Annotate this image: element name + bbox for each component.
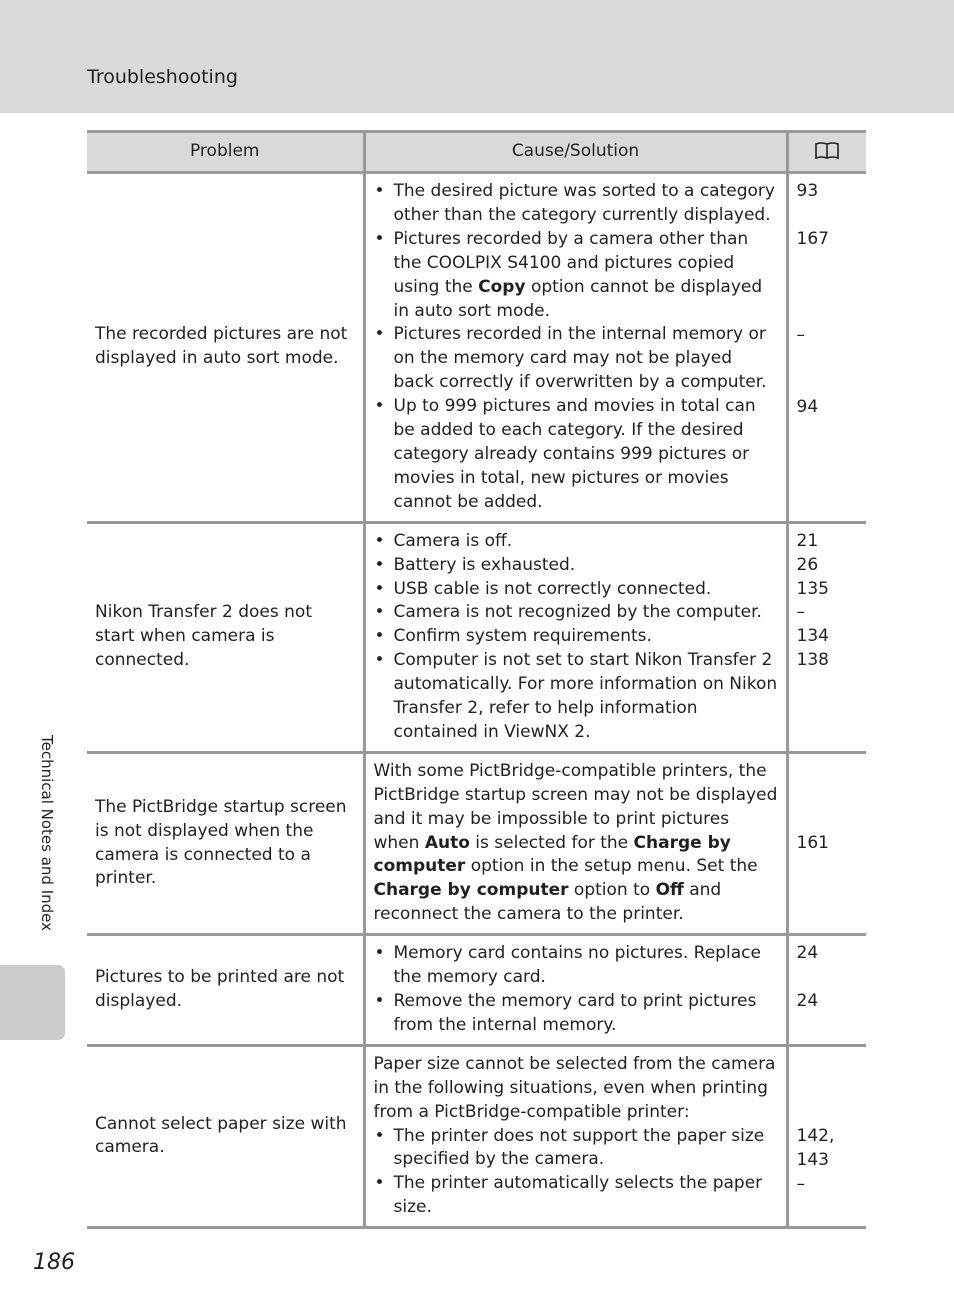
- page-reference: 167: [796, 228, 829, 249]
- table-row: [87, 173, 866, 523]
- list-item: • Up to 999 pictures and movies in total can be added to each category. If the desired category already contains 999 pictures or movies in total, new pictures or movies cannot be added.: [374, 395, 778, 515]
- page-reference-cell: [787, 522, 866, 752]
- header-band: [0, 0, 954, 113]
- side-section-label: Technical Notes and Index: [38, 735, 56, 932]
- problem-cell: Cannot select paper size with camera.: [87, 1045, 364, 1227]
- list-item: • Camera is off.: [374, 530, 778, 554]
- page-reference: 161: [796, 832, 829, 853]
- cause-list: [374, 1125, 778, 1221]
- page-reference: 135: [796, 578, 829, 599]
- section-title: Troubleshooting: [87, 66, 238, 88]
- cause-solution-cell: With some PictBridge-compatible printers, the PictBridge startup screen may not be displayed and it may be impossible to print pictures when Auto is selected for the Charge by computer option in the setup menu. Set the Charge by computer option to Off and reconnect the camera to the printer.: [364, 752, 787, 934]
- page-reference: 142,: [796, 1125, 835, 1146]
- list-item: • Computer is not set to start Nikon Transfer 2 automatically. For more information on Nikon Transfer 2, refer to help information contained in ViewNX 2.: [374, 649, 778, 745]
- column-header-problem: Problem: [87, 132, 364, 173]
- page-reference: 21: [796, 530, 819, 551]
- page-reference: 26: [796, 554, 819, 575]
- list-item: • The desired picture was sorted to a category other than the category currently displayed.: [374, 180, 778, 228]
- list-item: • The printer automatically selects the paper size.: [374, 1172, 778, 1220]
- table-row: [87, 935, 866, 1046]
- column-header-cause-solution: Cause/Solution: [364, 132, 787, 173]
- cause-solution-cell: [364, 935, 787, 1046]
- page-reference-cell: [787, 173, 866, 523]
- page-reference: 24: [796, 991, 819, 1012]
- table-row: [87, 522, 866, 752]
- list-item: • USB cable is not correctly connected.: [374, 578, 778, 602]
- page-reference: –: [796, 602, 805, 623]
- book-reference-icon: [814, 141, 840, 161]
- table-header-row: [87, 132, 866, 173]
- list-item: • Confirm system requirements.: [374, 625, 778, 649]
- page-number: 186: [33, 1250, 75, 1275]
- page-reference: 93: [796, 181, 819, 201]
- list-item: • Camera is not recognized by the computer.: [374, 601, 778, 625]
- problem-cell: Pictures to be printed are not displayed.: [87, 935, 364, 1046]
- cause-solution-cell: [364, 522, 787, 752]
- page-reference-cell: [787, 935, 866, 1046]
- problem-cell: The recorded pictures are not displayed in auto sort mode.: [87, 173, 364, 523]
- cause-solution-cell: [364, 1045, 787, 1227]
- page-reference: –: [796, 1173, 805, 1194]
- list-item: • Pictures recorded by a camera other than the COOLPIX S4100 and pictures copied using the Copy option cannot be displayed in auto sort mode.: [374, 228, 778, 324]
- problem-cell: Nikon Transfer 2 does not start when camera is connected.: [87, 522, 364, 752]
- table-row: [87, 752, 866, 934]
- list-item: • Battery is exhausted.: [374, 554, 778, 578]
- column-header-reference: [787, 132, 866, 173]
- troubleshooting-table: [87, 130, 866, 1229]
- list-item: • Pictures recorded in the internal memory or on the memory card may not be played back correctly if overwritten by a computer.: [374, 323, 778, 395]
- page-reference: –: [796, 324, 805, 345]
- page-reference: 138: [796, 650, 829, 671]
- cause-list: [374, 530, 778, 745]
- page-reference: 143: [796, 1149, 829, 1170]
- page-reference: 94: [796, 396, 819, 417]
- page-reference-cell: [787, 1045, 866, 1227]
- cause-intro: Paper size cannot be selected from the camera in the following situations, even when printing from a PictBridge-compatible printer:: [373, 1053, 776, 1122]
- cause-solution-cell: [364, 173, 787, 523]
- problem-cell: The PictBridge startup screen is not displayed when the camera is connected to a printer.: [87, 752, 364, 934]
- cause-list: [374, 180, 778, 515]
- list-item: • The printer does not support the paper size specified by the camera.: [374, 1125, 778, 1173]
- list-item: • Remove the memory card to print pictures from the internal memory.: [374, 990, 778, 1038]
- table-row: [87, 1045, 866, 1227]
- page-reference-cell: [787, 752, 866, 934]
- cause-list: [374, 942, 778, 1038]
- page-reference: 134: [796, 626, 829, 647]
- page-reference: 24: [796, 943, 819, 964]
- side-section-tab: [0, 965, 65, 1040]
- list-item: • Memory card contains no pictures. Replace the memory card.: [374, 942, 778, 990]
